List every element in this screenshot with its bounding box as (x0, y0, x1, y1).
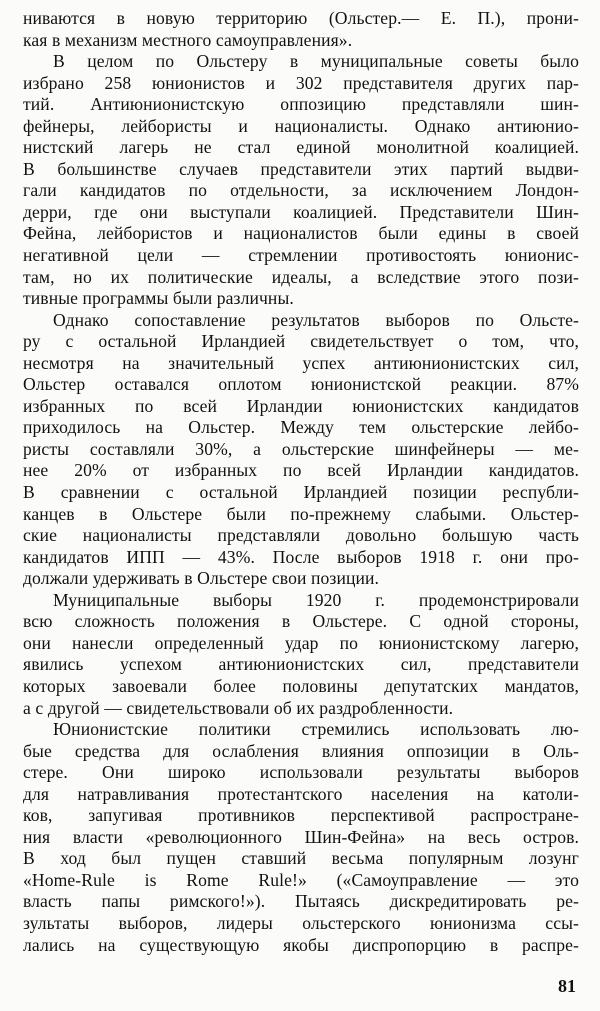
text-line: негативной цели — стремлении противостоять юнионис- (23, 245, 579, 266)
text-line: Юнионистские политики стремились использовать лю- (53, 719, 579, 740)
text-line: В целом по Ольстеру в муниципальные советы было (53, 51, 579, 72)
text-line: ристы составляли 30%, а ольстерские шинфейнеры — ме- (23, 438, 579, 459)
text-line: В большинстве случаев представители этих партий выдви- (23, 158, 579, 179)
text-line: избранных по всей Ирландии юнионистских кандидатов (23, 395, 579, 416)
text-line: Однако сопоставление результатов выборов по Ольсте- (53, 309, 579, 330)
text-line: которых завоевали более половины депутатских мандатов, (23, 675, 579, 696)
text-line: несмотря на значительный успех антиюнионистских сил, (23, 352, 579, 373)
text-line: ские националисты представляли довольно большую часть (23, 525, 579, 546)
text-line: зультаты выборов, лидеры ольстерского юнионизма ссы- (23, 912, 579, 933)
text-line: всю сложность положения в Ольстере. С одной стороны, (23, 611, 579, 632)
text-line: для натравливания протестантского населения на католи- (23, 783, 579, 804)
body-text (23, 8, 579, 956)
text-line: «Home-Rule is Rome Rule!» («Самоуправление — это (23, 869, 579, 890)
text-line: ниваются в новую территорию (Ольстер.— Е. П.), прони- (23, 8, 579, 28)
text-line: приходилось на Ольстер. Между тем ольстерские лейбо- (23, 417, 579, 438)
text-line: гали кандидатов по отдельности, за исключением Лондон- (23, 180, 579, 201)
text-line: стере. Они широко использовали результаты выборов (23, 762, 579, 783)
page-number: 81 (558, 976, 576, 996)
text-line: кая в механизм местного самоуправления». (23, 29, 353, 50)
text-line: В сравнении с остальной Ирландией позиции республи- (23, 482, 579, 503)
text-line: тивные программы были различны. (23, 288, 294, 309)
text-line: нее 20% от избранных по всей Ирландии кандидатов. (23, 460, 579, 481)
text-line: Фейна, лейбористов и националистов были едины в своей (23, 223, 579, 244)
text-line: ния власти «революционного Шин-Фейна» на весь остров. (23, 826, 579, 847)
text-line: явились успехом антиюнионистских сил, представители (23, 654, 579, 675)
text-line: дерри, где они выступали коалицией. Представители Шин- (23, 201, 579, 222)
text-line: избрано 258 юнионистов и 302 представителя других пар- (23, 72, 579, 93)
text-line: тий. Антиюнионистскую оппозицию представляли шин- (23, 94, 579, 115)
text-line: В ход был пущен ставший весьма популярным лозунг (23, 848, 579, 869)
text-line: нистский лагерь не стал единой монолитной коалицией. (23, 137, 579, 158)
text-line: а с другой — свидетельствовали об их раздробленности. (23, 697, 454, 718)
text-line: ру с остальной Ирландией свидетельствует о том, что, (23, 331, 579, 352)
text-line: кандидатов ИПП — 43%. После выборов 1918 г. они про- (23, 546, 579, 567)
text-line: Ольстер оставался оплотом юнионистской реакции. 87% (23, 374, 579, 395)
text-line: Муниципальные выборы 1920 г. продемонстрировали (53, 589, 579, 610)
text-line: бые средства для ослабления влияния оппозиции в Оль- (23, 740, 579, 761)
text-line: они нанесли определенный удар по юнионистскому лагерю, (23, 632, 579, 653)
text-line: канцев в Ольстере были по-прежнему слабыми. Ольстер- (23, 503, 579, 524)
text-line: ков, запугивая противников перспективой распростране- (23, 805, 579, 826)
text-line: лались на существующую якобы диспропорцию в распре- (23, 934, 579, 955)
text-line: должали удерживать в Ольстере свои позиции. (23, 568, 380, 589)
text-line: фейнеры, лейбористы и националисты. Однако антиюнио- (23, 115, 579, 136)
text-line: власть папы римского!»). Пытаясь дискредитировать ре- (23, 891, 579, 912)
text-line: там, но их политические идеалы, а вследствие этого пози- (23, 266, 579, 287)
